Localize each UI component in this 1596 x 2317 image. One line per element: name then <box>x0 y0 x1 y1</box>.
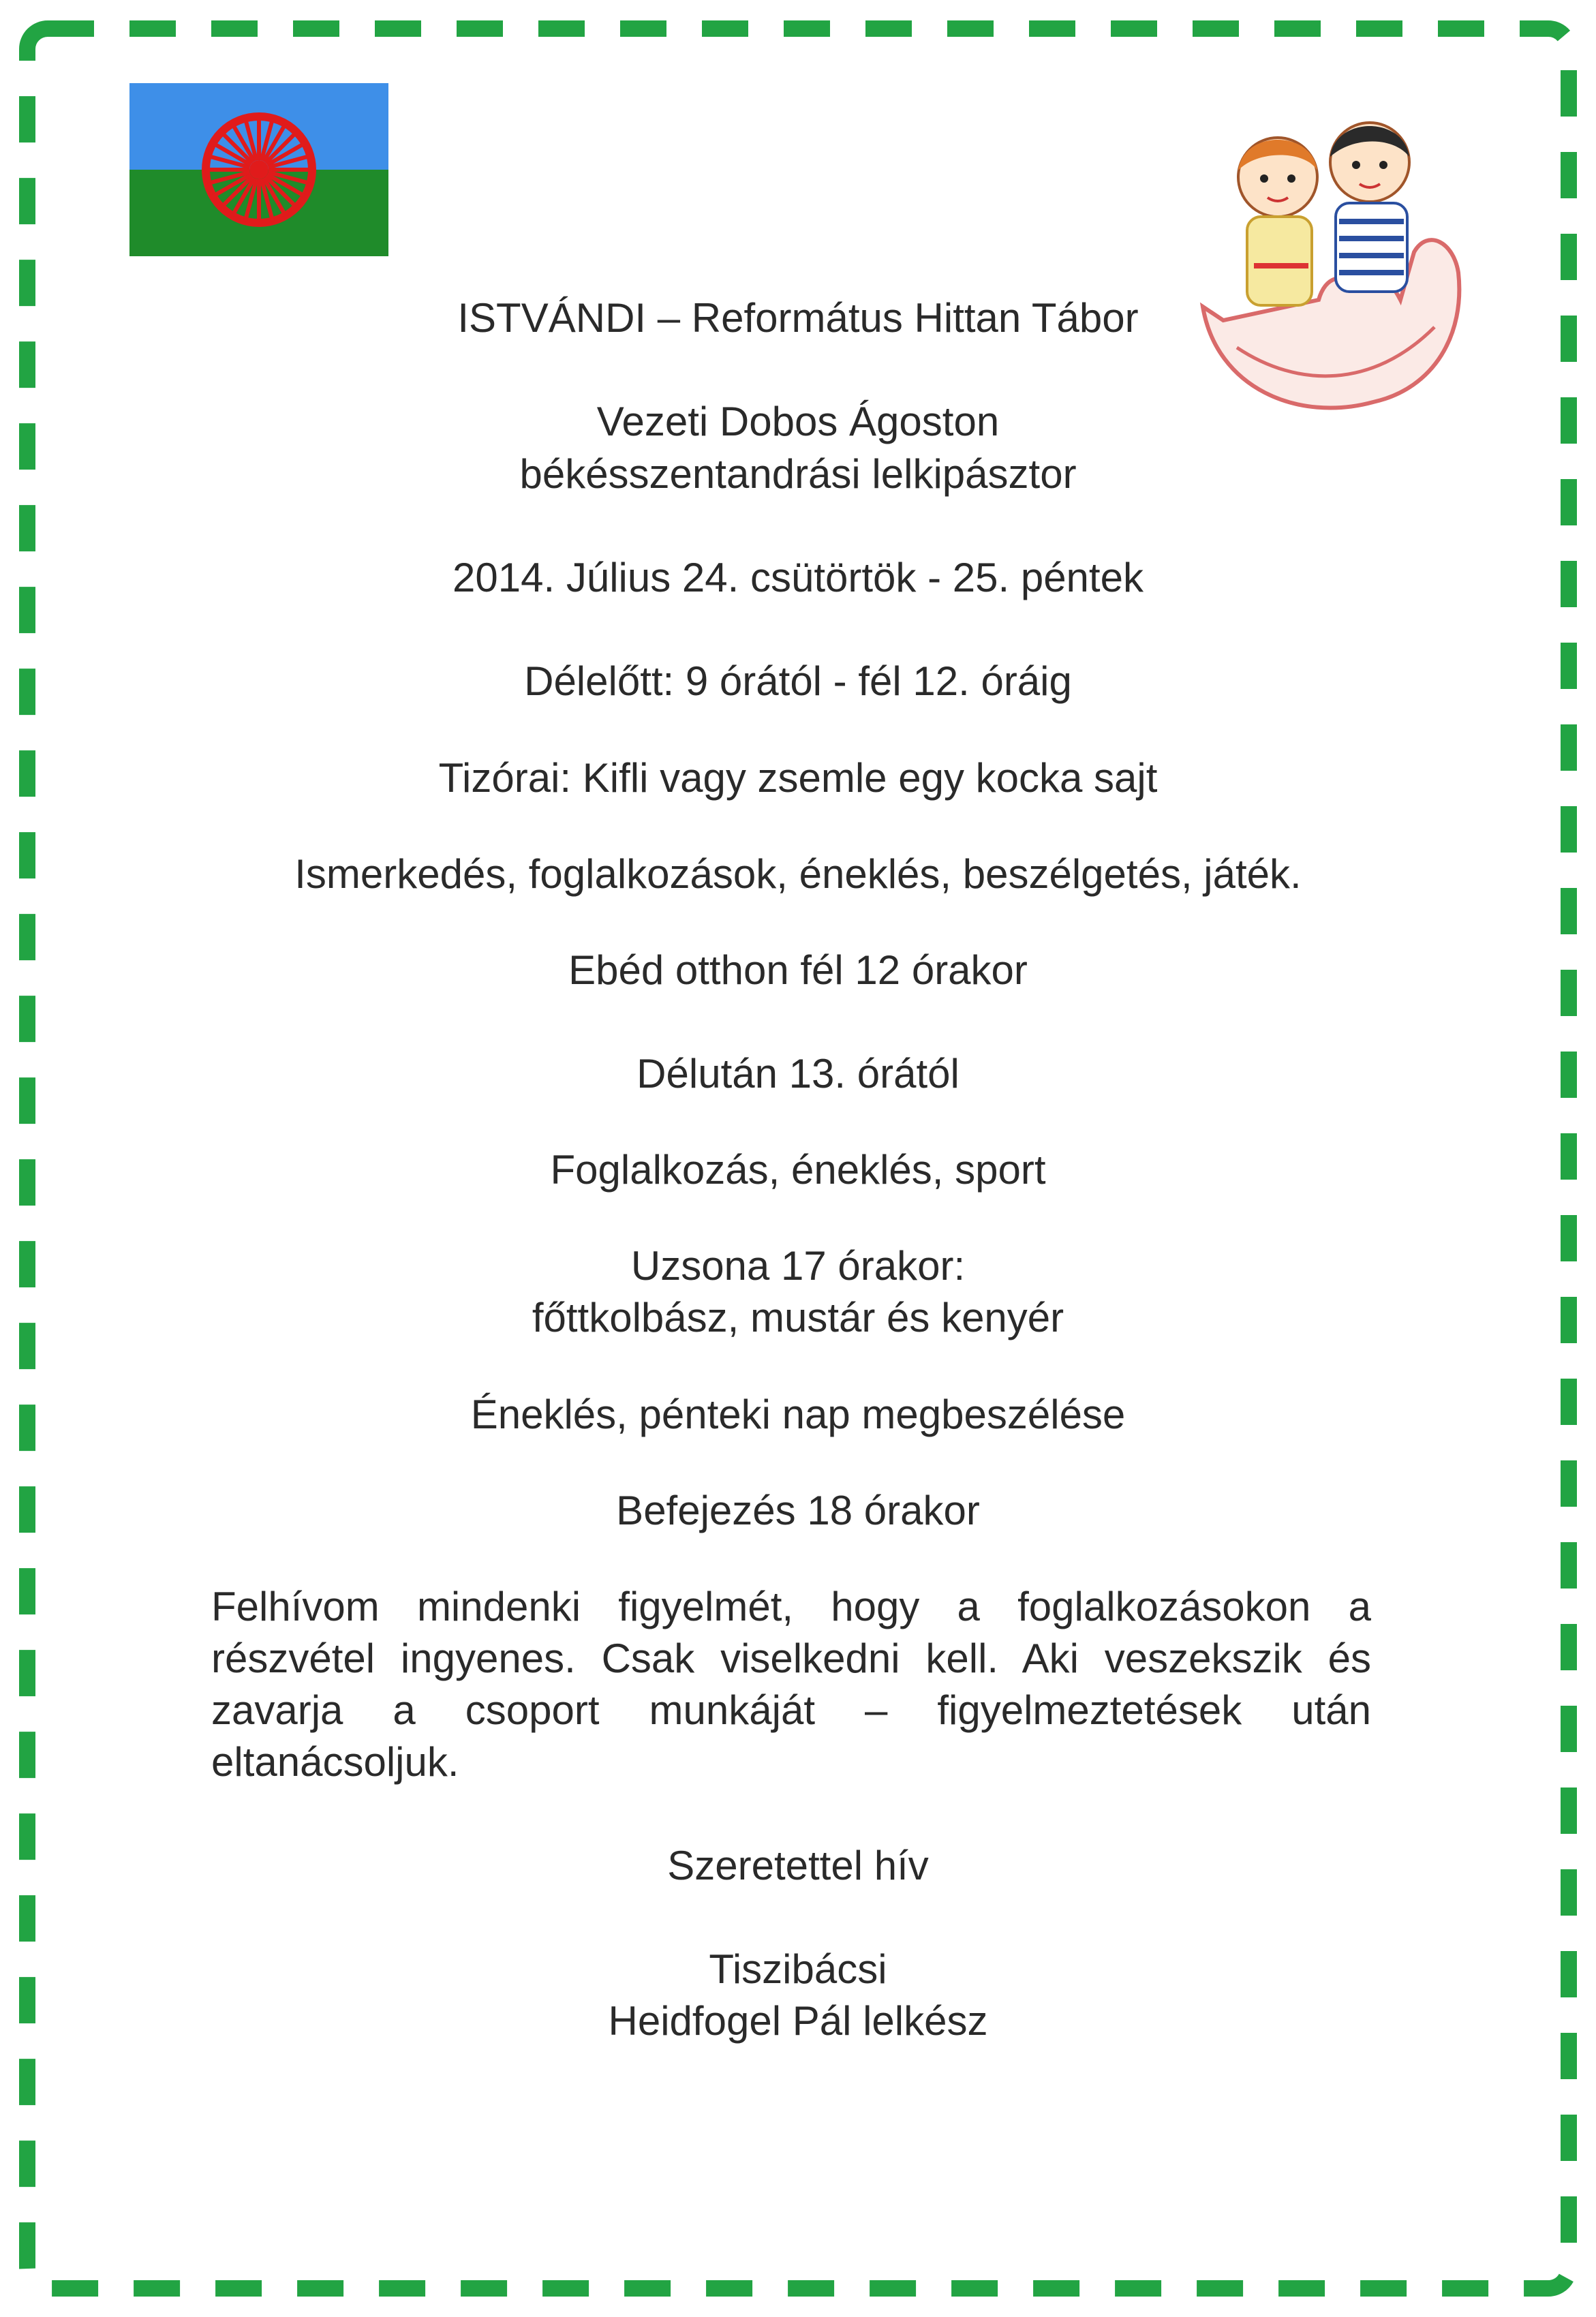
leader-line-2: békésszentandrási lelkipásztor <box>519 451 1077 497</box>
romani-flag-icon <box>129 83 388 256</box>
schedule-end: Befejezés 18 órakor <box>616 1488 980 1533</box>
schedule-morning: Délelőtt: 9 órától - fél 12. óráig <box>524 658 1072 704</box>
schedule-activities-afternoon: Foglalkozás, éneklés, sport <box>550 1147 1046 1193</box>
schedule-snack-10: Tizórai: Kifli vagy zsemle egy kocka sajt <box>438 755 1158 801</box>
schedule-afternoon: Délután 13. órától <box>636 1051 960 1096</box>
leader-line-1: Vezeti Dobos Ágoston <box>596 399 1000 444</box>
schedule-activities-morning: Ismerkedés, foglalkozások, éneklés, beszélgetés, játék. <box>294 851 1302 897</box>
invitation: Szeretettel hív <box>667 1843 929 1888</box>
schedule-snack-17-menu: főttkolbász, mustár és kenyér <box>532 1295 1064 1340</box>
notice-paragraph: Felhívom mindenki figyelmét, hogy a foglalkozásokon a részvétel ingyenes. Csak viselkedni kell. Aki veszekszik és zavarja a csoport munkáját – figyelmeztetések után eltanácsoljuk. <box>211 1584 1371 1785</box>
camp-title: ISTVÁNDI – Református Hittan Tábor <box>457 295 1139 341</box>
event-date: 2014. Július 24. csütörtök - 25. péntek <box>452 555 1144 600</box>
signature-name: Heidfogel Pál lelkész <box>608 1998 988 2044</box>
children-in-hand-illustration <box>1196 102 1465 423</box>
schedule-snack-17: Uzsona 17 órakor: <box>630 1243 966 1289</box>
signature-nickname: Tiszibácsi <box>709 1946 887 1992</box>
schedule-closing-activity: Éneklés, pénteki nap megbeszélése <box>470 1392 1126 1437</box>
schedule-lunch: Ebéd otthon fél 12 órakor <box>568 947 1028 993</box>
